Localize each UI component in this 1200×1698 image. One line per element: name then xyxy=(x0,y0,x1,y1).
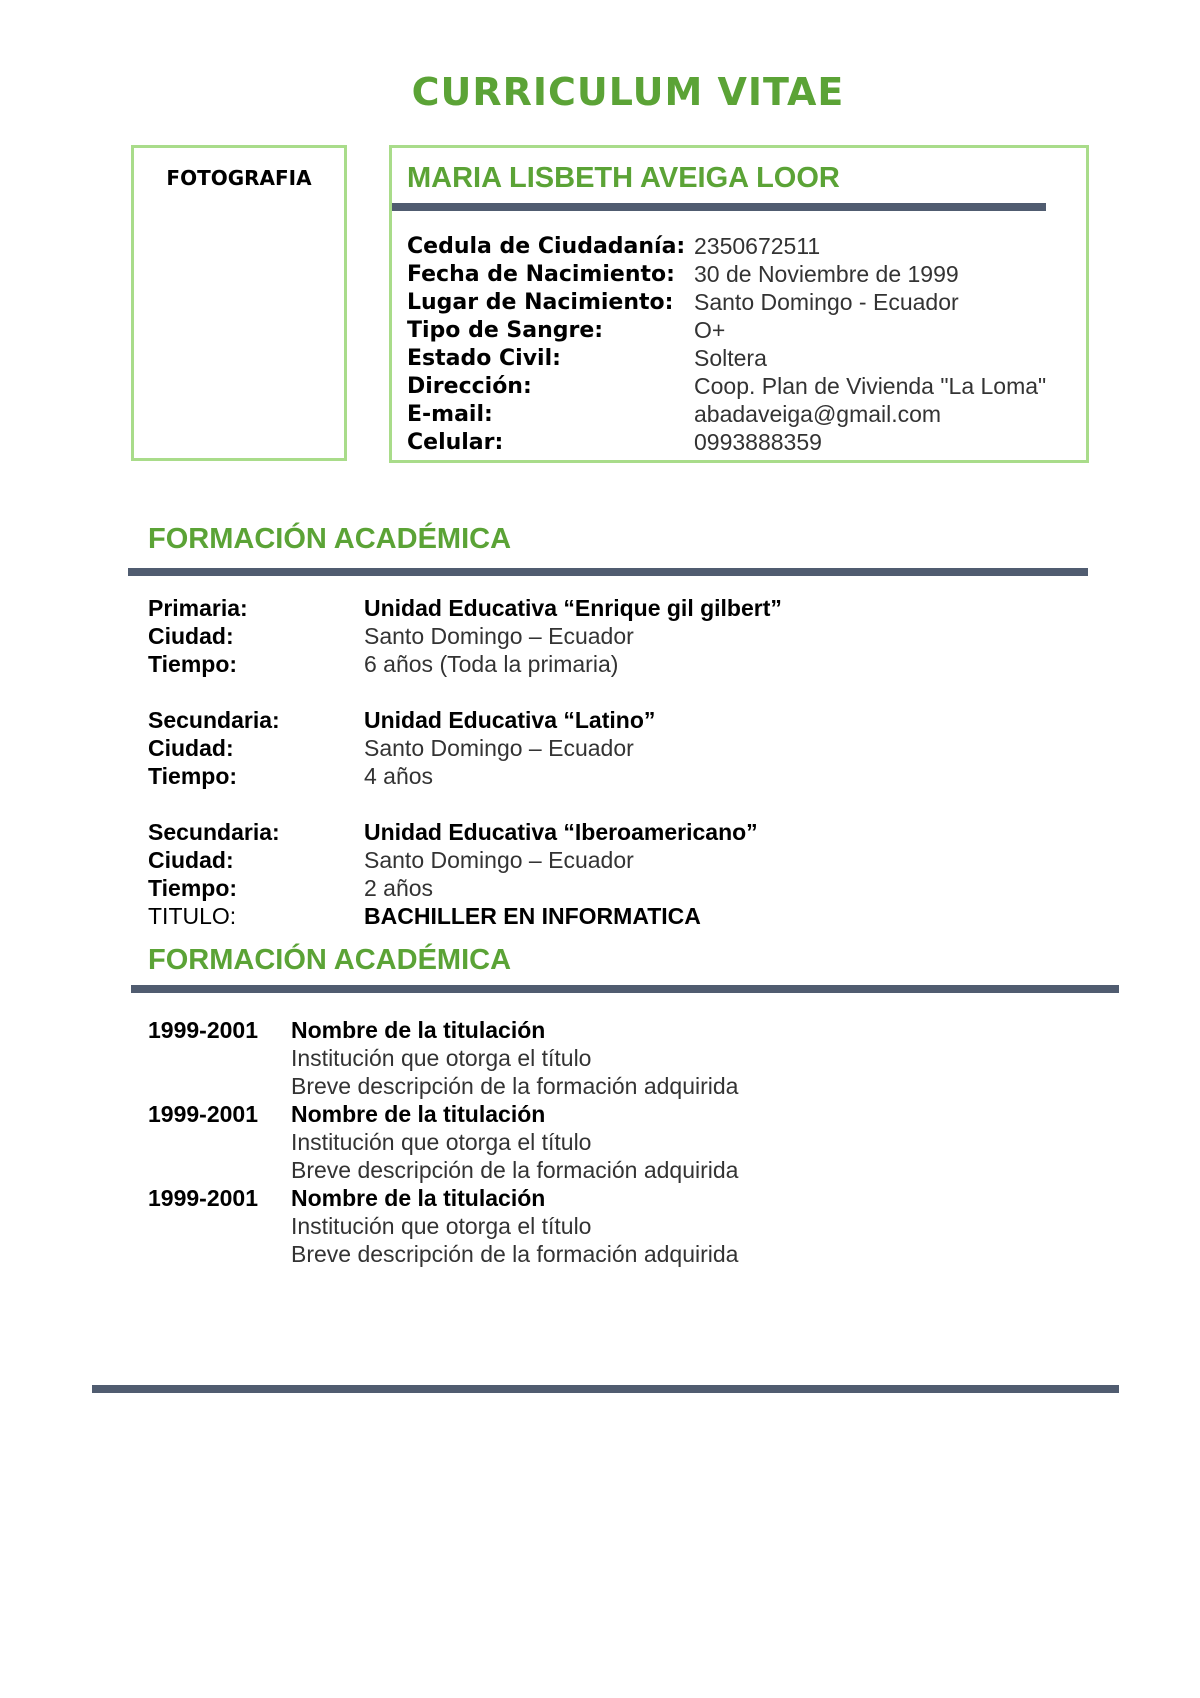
training-years: 1999-2001 xyxy=(148,1017,258,1043)
training-years: 1999-2001 xyxy=(148,1185,258,1211)
education-city: Santo Domingo – Ecuador xyxy=(364,622,634,649)
training-divider xyxy=(131,985,1119,993)
info-label: Tipo de Sangre: xyxy=(407,317,604,343)
training-entry xyxy=(148,1184,738,1268)
training-institution: Institución que otorga el título xyxy=(291,1129,592,1155)
info-value: Soltera xyxy=(694,344,767,371)
education-row xyxy=(148,846,782,874)
training-description: Breve descripción de la formación adquirida xyxy=(291,1241,739,1267)
education-city: Santo Domingo – Ecuador xyxy=(364,734,634,761)
training-entry xyxy=(148,1016,738,1100)
info-label: Dirección: xyxy=(407,373,532,399)
info-row-civil-status xyxy=(407,344,1046,372)
training-name: Nombre de la titulación xyxy=(291,1017,546,1043)
education-section-title: FORMACIÓN ACADÉMICA xyxy=(148,523,512,555)
info-label: Celular: xyxy=(407,429,504,455)
photo-placeholder xyxy=(131,145,347,461)
info-label: Estado Civil: xyxy=(407,345,561,371)
document-title: CURRICULUM VITAE xyxy=(411,70,845,114)
training-name: Nombre de la titulación xyxy=(291,1101,546,1127)
info-row-address xyxy=(407,372,1046,400)
education-row xyxy=(148,902,782,930)
person-name: MARIA LISBETH AVEIGA LOOR xyxy=(407,162,840,194)
training-institution: Institución que otorga el título xyxy=(291,1213,592,1239)
training-institution: Institución que otorga el título xyxy=(291,1045,592,1071)
education-divider xyxy=(128,568,1088,576)
info-value: O+ xyxy=(694,316,726,343)
education-level: Secundaria: xyxy=(148,818,280,845)
education-city-label: Ciudad: xyxy=(148,734,234,761)
training-name: Nombre de la titulación xyxy=(291,1185,546,1211)
education-list xyxy=(148,594,782,930)
name-divider xyxy=(389,203,1046,211)
education-row xyxy=(148,594,782,622)
info-row-blood-type xyxy=(407,316,1046,344)
info-value: Coop. Plan de Vivienda "La Loma" xyxy=(694,372,1047,399)
info-value: 30 de Noviembre de 1999 xyxy=(694,260,959,287)
education-row xyxy=(148,762,782,790)
education-school: Unidad Educativa “Iberoamericano” xyxy=(364,818,758,845)
training-description: Breve descripción de la formación adquirida xyxy=(291,1073,739,1099)
personal-info-table xyxy=(407,232,1046,456)
education-row xyxy=(148,818,782,846)
education-time: 4 años xyxy=(364,762,434,789)
training-years: 1999-2001 xyxy=(148,1101,258,1127)
footer-divider xyxy=(92,1385,1119,1393)
info-value: abadaveiga@gmail.com xyxy=(694,400,942,427)
info-value: 2350672511 xyxy=(694,232,821,259)
personal-info-box xyxy=(389,145,1089,463)
education-row xyxy=(148,874,782,902)
education-city: Santo Domingo – Ecuador xyxy=(364,846,634,873)
training-description: Breve descripción de la formación adquirida xyxy=(291,1157,739,1183)
info-value: 0993888359 xyxy=(694,428,822,455)
education-time-label: Tiempo: xyxy=(148,650,238,677)
education-time-label: Tiempo: xyxy=(148,762,238,789)
training-list xyxy=(148,1016,738,1268)
photo-label: FOTOGRAFIA xyxy=(166,166,312,190)
education-time: 6 años (Toda la primaria) xyxy=(364,650,619,677)
info-row-email xyxy=(407,400,1046,428)
education-row xyxy=(148,650,782,678)
info-value: Santo Domingo - Ecuador xyxy=(694,288,959,315)
education-row xyxy=(148,706,782,734)
info-row-birthplace xyxy=(407,288,1046,316)
education-level: Secundaria: xyxy=(148,706,280,733)
training-section-title: FORMACIÓN ACADÉMICA xyxy=(148,944,512,976)
info-label: Fecha de Nacimiento: xyxy=(407,261,675,287)
info-row-cedula xyxy=(407,232,1046,260)
education-city-label: Ciudad: xyxy=(148,622,234,649)
info-row-phone xyxy=(407,428,1046,456)
info-row-birthdate xyxy=(407,260,1046,288)
info-label: Cedula de Ciudadanía: xyxy=(407,233,686,259)
education-school: Unidad Educativa “Latino” xyxy=(364,706,656,733)
education-school: Unidad Educativa “Enrique gil gilbert” xyxy=(364,594,782,621)
info-label: E-mail: xyxy=(407,401,493,427)
education-row xyxy=(148,622,782,650)
education-degree-label: TITULO: xyxy=(148,902,237,929)
training-entry xyxy=(148,1100,738,1184)
education-city-label: Ciudad: xyxy=(148,846,234,873)
education-time-label: Tiempo: xyxy=(148,874,238,901)
education-time: 2 años xyxy=(364,874,434,901)
education-row xyxy=(148,734,782,762)
education-degree: BACHILLER EN INFORMATICA xyxy=(364,902,701,929)
info-label: Lugar de Nacimiento: xyxy=(407,289,674,315)
education-level: Primaria: xyxy=(148,594,248,621)
